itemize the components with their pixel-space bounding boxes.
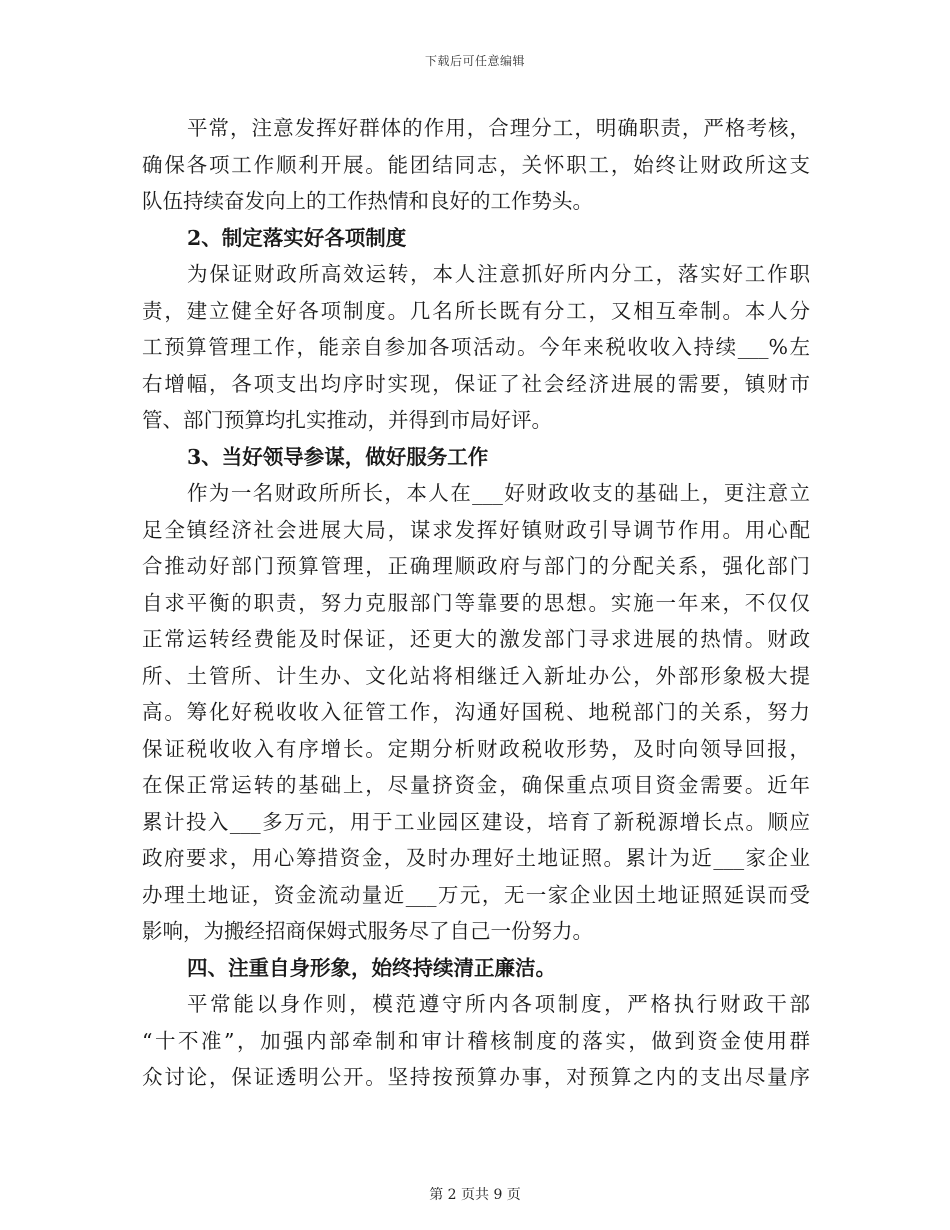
- section-heading-3: 3、当好领导参谋，做好服务工作: [187, 444, 489, 469]
- paragraph-line: 工预算管理工作，能亲自参加各项活动。今年来税收收入持续___%左: [142, 335, 810, 359]
- page-number-footer: 第 2 页共 9 页: [429, 1187, 521, 1203]
- paragraph-line: 所、土管所、计生办、文化站将相继迁入新址办公，外部形象极大提: [142, 663, 810, 688]
- paragraph-line: 平常，注意发挥好群体的作用，合理分工，明确职责，严格考核，: [187, 116, 810, 140]
- paragraph-integrity: [142, 986, 810, 1096]
- paragraph-line: 自求平衡的职责，努力克服部门等靠要的思想。实施一年来，不仅仅: [142, 590, 810, 615]
- paragraph-line: 足全镇经济社会进展大局，谋求发挥好镇财政引导调节作用。用心配: [142, 517, 810, 542]
- paragraph-service: [142, 475, 810, 950]
- paragraph-line: 合推动好部门预算管理，正确理顺政府与部门的分配关系，强化部门: [142, 554, 810, 578]
- page-header: 下载后可任意编辑: [424, 54, 525, 68]
- section-heading-2: 2、制定落实好各项制度: [187, 225, 407, 250]
- paragraph-systems: [142, 256, 810, 439]
- paragraph-line: 办理土地证，资金流动量近___万元，无一家企业因土地证照延误而受: [142, 882, 810, 907]
- paragraph-line: 累计投入___多万元，用于工业园区建设，培育了新税源增长点。顺应: [142, 809, 810, 834]
- paragraph-line: 责，建立健全好各项制度。几名所长既有分工，又相互牵制。本人分: [142, 298, 810, 323]
- paragraph-line: 作为一名财政所所长，本人在___好财政收支的基础上，更注意立: [187, 481, 810, 505]
- paragraph-line: 队伍持续奋发向上的工作热情和良好的工作势头。: [142, 189, 593, 213]
- paragraph-line: “十不准”，加强内部牵制和审计稽核制度的落实，做到资金使用群: [142, 1028, 810, 1053]
- paragraph-teamwork: [142, 110, 810, 220]
- paragraph-line: 高。筹化好税收收入征管工作，沟通好国税、地税部门的关系，努力: [142, 700, 810, 724]
- paragraph-line: 在保正常运转的基础上，尽量挤资金，确保重点项目资金需要。近年: [142, 773, 810, 797]
- paragraph-line: 保证税收收入有序增长。定期分析财政税收形势，及时向领导回报，: [142, 736, 810, 761]
- paragraph-line: 众讨论，保证透明公开。坚持按预算办事，对预算之内的支出尽量序: [142, 1065, 810, 1089]
- paragraph-line: 平常能以身作则，模范遵守所内各项制度，严格执行财政干部: [187, 992, 810, 1016]
- paragraph-line: 政府要求，用心筹措资金，及时办理好土地证照。累计为近___家企业: [142, 846, 810, 870]
- paragraph-line: 管、部门预算均扎实推动，并得到市局好评。: [142, 408, 552, 432]
- paragraph-line: 正常运转经费能及时保证，还更大的激发部门寻求进展的热情。财政: [142, 627, 810, 651]
- section-heading-4: 四、注重自身形象，始终持续清正廉洁。: [187, 955, 556, 980]
- paragraph-line: 影响，为搬经招商保姆式服务尽了自己一份努力。: [142, 919, 593, 943]
- paragraph-line: 为保证财政所高效运转，本人注意抓好所内分工，落实好工作职: [187, 262, 810, 286]
- paragraph-line: 确保各项工作顺利开展。能团结同志，关怀职工，始终让财政所这支: [142, 152, 810, 177]
- paragraph-line: 右增幅，各项支出均序时实现，保证了社会经济进展的需要，镇财市: [142, 371, 810, 396]
- document-body: [142, 110, 810, 1096]
